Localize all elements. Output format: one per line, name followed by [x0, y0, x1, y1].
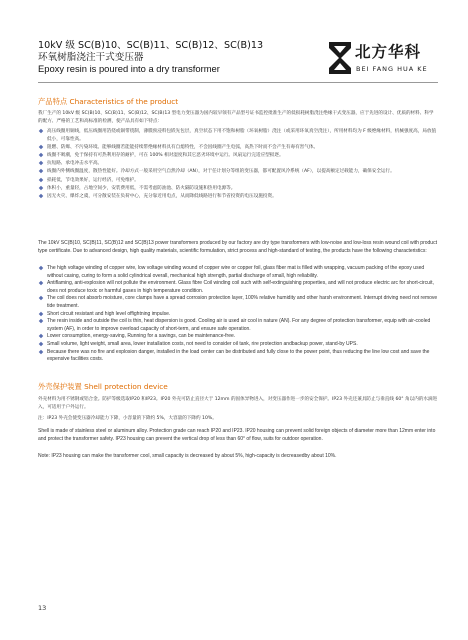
diamond-bullet-icon — [39, 161, 44, 166]
diamond-bullet-icon — [39, 266, 44, 271]
diamond-bullet-icon — [39, 169, 44, 174]
list-item: The high voltage winding of copper wire, low voltage winding wound of copper wire or copper foil, glass fiber mat is filled with wrapping, vacuum packing of the epoxy used without casing, curing to form a solid cylindrical overall, mechanical high strength, partial discharge of small, high reliability. — [38, 265, 438, 280]
diamond-bullet-icon — [39, 129, 44, 134]
list-item: 抗短路、承电冲击水平高。 — [38, 160, 438, 168]
list-item: Small volume, light weight, small area, lower installation costs, not need to consider oil tank, rire protection andbackup power, stand-by UPS. — [38, 341, 438, 349]
list-item: 损耗低，节电效果好，运行经济，可免维护。 — [38, 177, 438, 185]
title-zh-line2: 环氧树脂浇注干式变压器 — [38, 51, 144, 63]
diamond-bullet-icon — [39, 193, 44, 198]
protection-intro-zh: 外壳材料为用不锈钢或铝合金。防护等级选取IP20 和IP23。IP20 外壳可防止直径大于 12mm 的固体异物进入，对变压器作进一步的安全保护。IP23 外壳还兼具防止与垂直线 60° 角以内的水滴进入，可适用于户外运行。 — [38, 397, 438, 411]
features-intro-zh: 我厂生产的 10kV 级 SC(B)10、SC(B)11、SC(B)12、SC(B)13 型电力变压器为国内较早领有产品型号证书监控批准生产的低损耗树脂浇注绝缘干式变压器，应于先进的设计、优质的材料、科学的配方、严格的工艺和高标准的检测，使产品具有如下特点： — [38, 111, 434, 125]
page-number: 13 — [38, 604, 47, 612]
list-item: 线圈不吸潮，免于保持有可热利用存的耐护，可在 100% 相对湿度和其它恶劣环境中运行。风扇运行完适应型损逐。 — [38, 152, 438, 160]
diamond-bullet-icon — [39, 349, 44, 354]
protection-heading: 外壳保护装置 Shell protection device — [38, 382, 168, 391]
list-item: The resin inside and outside the coil is thin, heat dispersion is good. Cooling air is used air cool in nature (AN). For any degree of protection transformer, equip with air-cooled system (AF), in order to improve overload capacity of short-term, and ensure safe operation. — [38, 318, 438, 333]
features-list-en — [38, 265, 438, 364]
protection-intro-en: Shell is made of stainless steel or aluminum alloy. Protection grade can reach IP20 and IP23. IP20 housing can prevent solid foreign objects of diameter more than 12mm enter into and protect the transformer safety. IP23 housing can prevent the vertical drop of less than 60° of flow, suits for outdoor operation. — [38, 428, 436, 442]
bfhk-logo-icon — [327, 40, 353, 76]
list-item: 线圈内外侧线圈温度，散热性能好。冷却方式一般采用空气自然冷却（AN），对于任计划分等组的变压器，都可配置风冷系统（AF），以提高额定过载能力，确保安全运行。 — [38, 168, 438, 176]
company-logo — [327, 40, 439, 80]
diamond-bullet-icon — [39, 296, 44, 301]
list-item: The coil does not absorb moisture, core clamps have a spread corrosion protection layer, 100% relative humidity and other harsh environment. Interrupt driving need not remove tide treatment. — [38, 295, 438, 310]
diamond-bullet-icon — [39, 145, 44, 150]
list-item: 阻燃、防爆、不污染环境。能够线圈若能能持续带绝缘材料具有自熄特性，不会因线圈产生电弧，高热下时而不会产生有毒有害气体。 — [38, 144, 438, 152]
logo-name-en: BEI FANG HUA KE — [356, 65, 428, 73]
header-divider — [38, 82, 438, 83]
list-item: Because there was no fire and explosion danger, installed in the load center can be distributed and fully close to the power point, thus reducing the line low cost and save the expensive facilities costs. — [38, 349, 438, 364]
diamond-bullet-icon — [39, 342, 44, 347]
diamond-bullet-icon — [39, 153, 44, 158]
diamond-bullet-icon — [39, 334, 44, 339]
list-item: Antiflaming, anti-explosion will not pollute the environment. Glass fibre Coil winding coil such with self-extinguishing properties, and will not produce electric arc for short-circuit, does not produce toxic or harmful gases in high temperature condition. — [38, 280, 438, 295]
features-heading: 产品特点 Characteristics of the product — [38, 97, 179, 106]
features-list-zh — [38, 128, 438, 201]
list-item: Short circuit resistant and high level offightning impulse. — [38, 311, 438, 319]
features-intro-en: The 10kV SC(B)10, SC(B)11, SC(B)12 and SC(B)13 power transformers produced by our factory are dry type transformers with low-noise and low-loss resin wound coil with product type certificate. Due to advanced design, high quality materials, scientific formulation, strict process and high-standard of testing, the products have the following characteristics: — [38, 240, 437, 254]
protection-note-zh: 注：IP23 外壳会使变压器冷却能力下降，小容量的下降约 5%，大容量的下降约 10%。 — [38, 416, 217, 421]
title-en: Epoxy resin is poured into a dry transformer — [38, 63, 220, 74]
diamond-bullet-icon — [39, 311, 44, 316]
list-item: Lower consumption, energy-saving, Running for a savings, can be maintenance-free. — [38, 333, 438, 341]
diamond-bullet-icon — [39, 319, 44, 324]
list-item: 因无火灾、爆炸之虞，可分散安装在负荷中心，充分靠近用电点，从而降低线路进行和节省投资的电压设施投资。 — [38, 193, 438, 201]
protection-note-en: Note: IP23 housing can make the transformer cool, small capacity is decreased by about 5%, high-capacity is decreasedby about 10%. — [38, 453, 337, 459]
diamond-bullet-icon — [39, 177, 44, 182]
logo-name-zh: 北方华科 — [355, 43, 422, 61]
title-zh-line1: 10kV 级 SC(B)10、SC(B)11、SC(B)12、SC(B)13 — [38, 40, 264, 51]
diamond-bullet-icon — [39, 281, 44, 286]
document-title — [38, 40, 308, 75]
list-item: 高压线圈用铜线，低压线圈用箔绕或铜带绕制，薄膜预浸料包嵌先包层，真空状态下用不饱和树脂（环氧树脂）浇注（或采用环氧真空浇注），所用材料均为 F 级绝缘材料，机械强度高，局放值低小，可靠性高。 — [38, 128, 438, 144]
diamond-bullet-icon — [39, 185, 44, 190]
list-item: 体积小，重量轻，占地空间少，安装费用低，不需考虑防油池、防火隔防设施和热用电源等。 — [38, 185, 438, 193]
